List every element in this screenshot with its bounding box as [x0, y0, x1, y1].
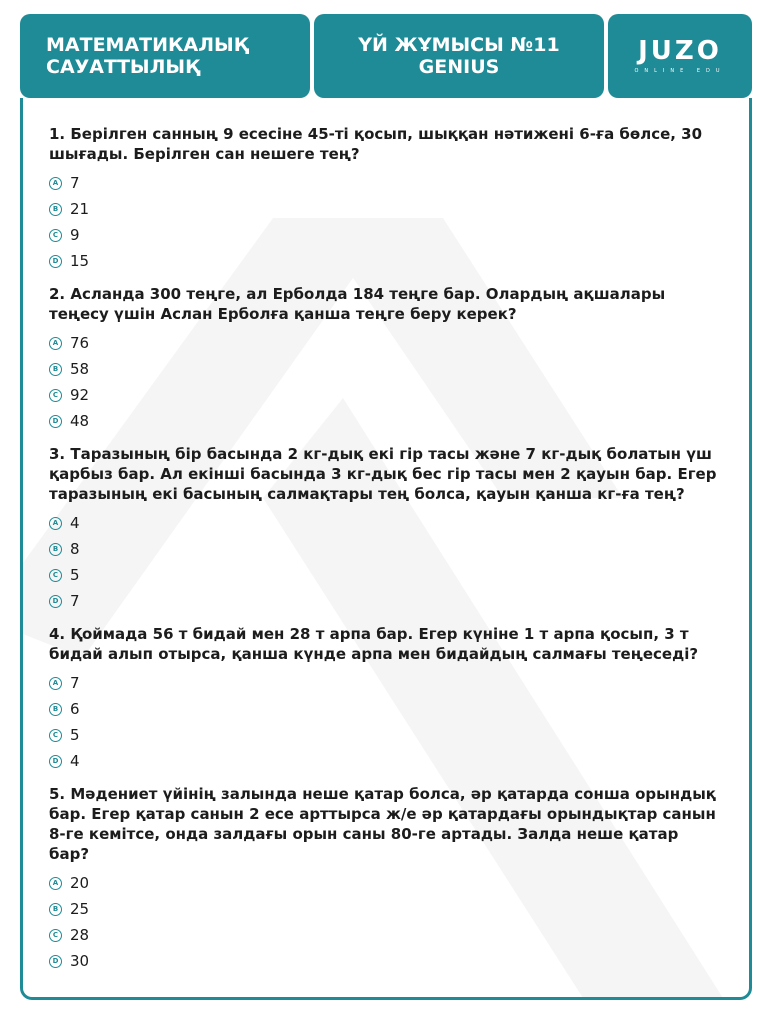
question-3: [49, 444, 719, 614]
option-letter-icon: B: [49, 703, 62, 716]
question-2: [49, 284, 719, 434]
option-value: 5: [70, 726, 80, 744]
question-4: [49, 624, 719, 774]
answer-option[interactable]: [49, 330, 719, 356]
question-list: [49, 124, 719, 984]
answer-option[interactable]: [49, 248, 719, 274]
homework-title: [314, 14, 604, 98]
juzo-logo: [608, 14, 752, 98]
option-letter-icon: D: [49, 755, 62, 768]
option-value: 9: [70, 226, 80, 244]
question-text: 2. Асланда 300 теңге, ал Ерболда 184 теңге бар. Олардың ақшалары теңесу үшін Аслан Ерболға қанша теңге беру керек?: [49, 285, 666, 323]
option-value: 92: [70, 386, 90, 404]
option-letter-icon: B: [49, 903, 62, 916]
header: [20, 14, 752, 98]
worksheet-frame: [20, 98, 752, 1000]
answer-option[interactable]: [49, 870, 719, 896]
option-value: 6: [70, 700, 80, 718]
option-value: 7: [70, 174, 80, 192]
option-letter-icon: D: [49, 415, 62, 428]
answer-option[interactable]: [49, 588, 719, 614]
answer-option[interactable]: [49, 748, 719, 774]
answer-option[interactable]: [49, 356, 719, 382]
option-letter-icon: A: [49, 177, 62, 190]
option-letter-icon: C: [49, 929, 62, 942]
subject-line-2: САУАТТЫЛЫҚ: [46, 56, 200, 78]
answer-option[interactable]: [49, 922, 719, 948]
option-letter-icon: B: [49, 543, 62, 556]
option-value: 76: [70, 334, 90, 352]
option-letter-icon: C: [49, 229, 62, 242]
option-letter-icon: B: [49, 203, 62, 216]
answer-option[interactable]: [49, 722, 719, 748]
answer-option[interactable]: [49, 536, 719, 562]
answer-option[interactable]: [49, 562, 719, 588]
option-letter-icon: D: [49, 595, 62, 608]
question-text: 3. Таразының бір басында 2 кг-дық екі гір тасы және 7 кг-дық болатын үш қарбыз бар. Ал екінші басында 3 кг-дық бес гір тасы мен 2 қауын бар. Егер таразының екі басының салмақтары тең болса, қауын қанша кг-ға тең?: [49, 445, 717, 503]
option-value: 4: [70, 752, 80, 770]
option-value: 58: [70, 360, 90, 378]
answer-option[interactable]: [49, 222, 719, 248]
subject-title: [20, 14, 310, 98]
option-letter-icon: A: [49, 337, 62, 350]
logo-subtext: ONLINE EDU: [634, 68, 726, 74]
option-value: 5: [70, 566, 80, 584]
option-letter-icon: A: [49, 677, 62, 690]
option-letter-icon: C: [49, 569, 62, 582]
option-value: 8: [70, 540, 80, 558]
option-letter-icon: C: [49, 389, 62, 402]
option-letter-icon: A: [49, 877, 62, 890]
question-5: [49, 784, 719, 974]
option-value: 4: [70, 514, 80, 532]
logo-text: JUZO: [638, 36, 722, 66]
subject-line-1: МАТЕМАТИКАЛЫҚ: [46, 34, 249, 56]
option-value: 15: [70, 252, 90, 270]
answer-option[interactable]: [49, 170, 719, 196]
option-value: 20: [70, 874, 90, 892]
answer-option[interactable]: [49, 896, 719, 922]
option-value: 48: [70, 412, 90, 430]
option-letter-icon: A: [49, 517, 62, 530]
question-text: 5. Мәдениет үйінің залында неше қатар болса, әр қатарда сонша орындық бар. Егер қатар санын 2 есе арттырса ж/е әр қатардағы орындықтар санын 8-ге кемітсе, онда залдағы орын саны 80-ге артады. Залда неше қатар бар?: [49, 785, 716, 863]
option-value: 7: [70, 674, 80, 692]
question-text: 4. Қоймада 56 т бидай мен 28 т арпа бар. Егер күніне 1 т арпа қосып, 3 т бидай алып отырса, қанша күнде арпа мен бидайдың салмағы теңеседі?: [49, 625, 699, 663]
homework-line-1: ҮЙ ЖҰМЫСЫ №11: [358, 34, 560, 56]
answer-option[interactable]: [49, 670, 719, 696]
option-letter-icon: C: [49, 729, 62, 742]
answer-option[interactable]: [49, 196, 719, 222]
homework-line-2: GENIUS: [418, 56, 500, 78]
question-text: 1. Берілген санның 9 есесіне 45-ті қосып, шыққан нәтижені 6-ға бөлсе, 30 шығады. Берілген сан нешеге тең?: [49, 125, 703, 163]
option-letter-icon: B: [49, 363, 62, 376]
option-value: 7: [70, 592, 80, 610]
option-value: 28: [70, 926, 90, 944]
answer-option[interactable]: [49, 510, 719, 536]
answer-option[interactable]: [49, 382, 719, 408]
option-letter-icon: D: [49, 255, 62, 268]
option-letter-icon: D: [49, 955, 62, 968]
answer-option[interactable]: [49, 408, 719, 434]
option-value: 30: [70, 952, 90, 970]
answer-option[interactable]: [49, 948, 719, 974]
answer-option[interactable]: [49, 696, 719, 722]
question-1: [49, 124, 719, 274]
option-value: 25: [70, 900, 90, 918]
option-value: 21: [70, 200, 90, 218]
